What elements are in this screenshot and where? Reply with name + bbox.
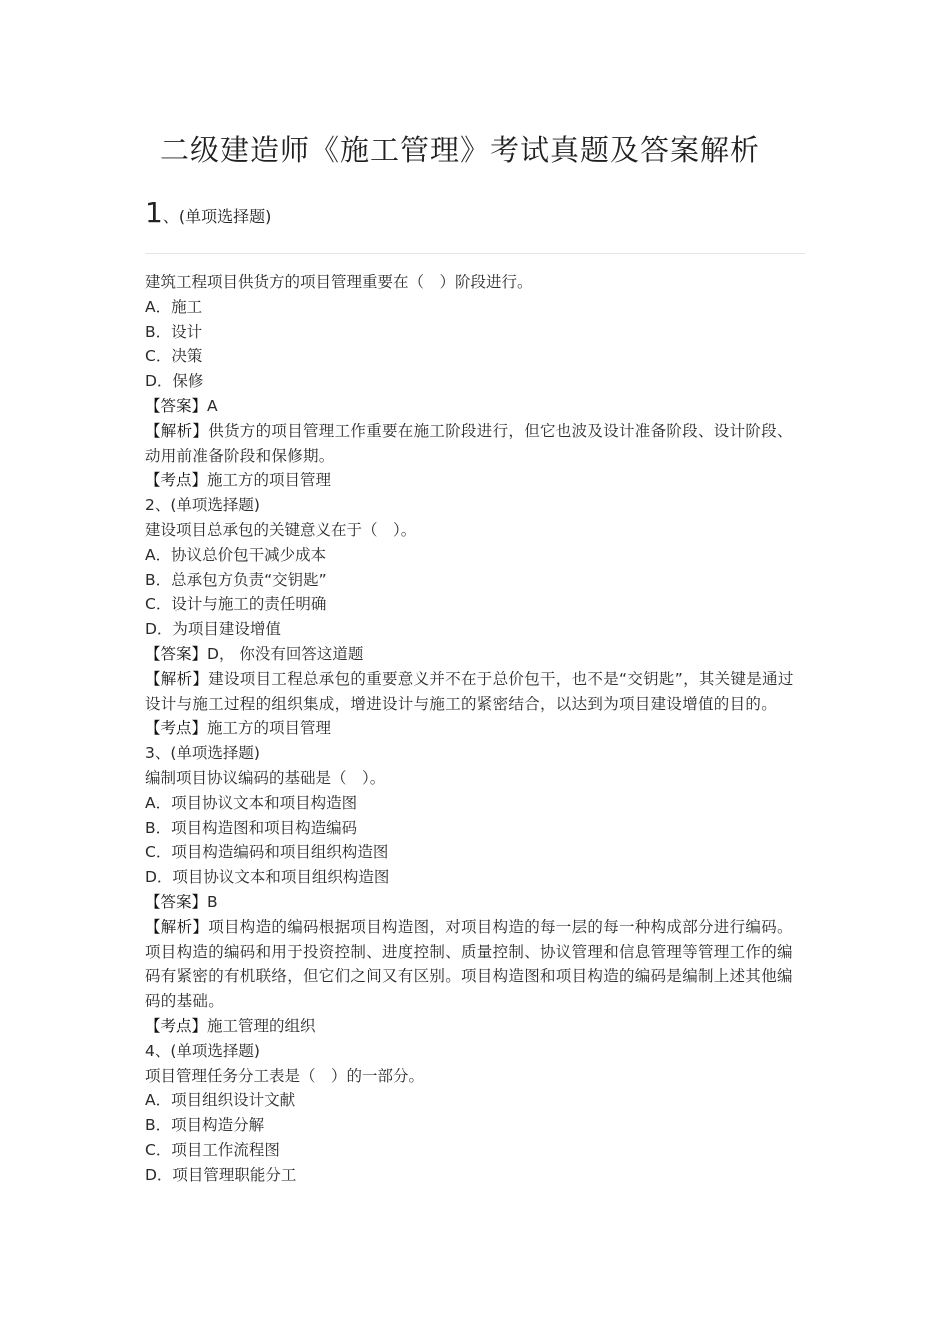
question-3-analysis [145, 915, 805, 1014]
answer-value: A [207, 396, 218, 415]
question-3-option-b: B．项目构造图和项目构造编码 [145, 818, 358, 837]
point-text: 施工方的项目管理 [207, 471, 332, 490]
question-1-type: (单项选择题) [178, 207, 272, 226]
analysis-tag: 【解析】 [145, 421, 209, 440]
answer-tag: 【答案】 [145, 644, 208, 663]
question-1-option-d: D．保修 [145, 372, 204, 391]
answer-tag: 【答案】 [145, 396, 208, 415]
page-title: 二级建造师《施工管理》考试真题及答案解析 [160, 133, 761, 167]
analysis-text: 建设项目工程总承包的重要意义并不在于总价包干，也不是“交钥匙”，其关键是通过设计与施工过程的组织集成，增进设计与施工的紧密结合，以达到为项目建设增值的目的。 [145, 669, 794, 713]
question-2-option-d: D．为项目建设增值 [145, 620, 281, 639]
header-divider [145, 253, 805, 254]
answer-tag: 【答案】 [145, 892, 208, 911]
question-1-answer [145, 394, 805, 419]
question-4-header: 4、(单项选择题) [145, 1041, 260, 1060]
question-1-option-c: C．决策 [145, 347, 203, 366]
question-1-analysis [145, 419, 805, 469]
point-tag: 【考点】 [145, 471, 208, 490]
question-3-option-a: A．项目协议文本和项目构造图 [145, 793, 358, 812]
question-2-option-b: B．总承包方负责“交钥匙” [145, 570, 327, 589]
question-3-header: 3、(单项选择题) [145, 744, 260, 763]
question-3-option-d: D．项目协议文本和项目组织构造图 [145, 868, 390, 887]
question-2-stem: 建设项目总承包的关键意义在于（ ）。 [145, 520, 417, 539]
analysis-text: 供货方的项目管理工作重要在施工阶段进行，但它也波及设计准备阶段、设计阶段、动用前准备阶段和保修期。 [145, 421, 793, 465]
analysis-text: 项目构造的编码根据项目构造图，对项目构造的每一层的每一种构成部分进行编码。项目构造的编码和用于投资控制、进度控制、质量控制、协议管理和信息管理等管理工作的编码有紧密的有机联络，但它们之间又有区别。项目构造图和项目构造的编码是编制上述其他编码的基础。 [145, 917, 793, 1011]
question-3-point [145, 1014, 805, 1039]
question-1-stem: 建筑工程项目供货方的项目管理重要在（ ）阶段进行。 [145, 273, 533, 291]
point-text: 施工管理的组织 [207, 1016, 316, 1035]
question-4-stem: 项目管理任务分工表是（ ）的一部分。 [145, 1066, 425, 1085]
question-4-option-b: B．项目构造分解 [145, 1116, 265, 1135]
analysis-tag: 【解析】 [145, 917, 209, 936]
question-3-answer [145, 890, 805, 915]
question-2-header: 2、(单项选择题) [145, 496, 260, 515]
question-2-analysis [145, 667, 805, 717]
question-1-option-b: B．设计 [145, 322, 203, 341]
question-4-option-a: A．项目组织设计文献 [145, 1091, 296, 1110]
question-3-option-c: C．项目构造编码和项目组织构造图 [145, 843, 389, 862]
answer-value: D， 你没有回答这道题 [207, 644, 364, 663]
question-3-stem: 编制项目协议编码的基础是（ ）。 [145, 768, 386, 787]
question-4-option-c: C．项目工作流程图 [145, 1140, 280, 1159]
question-2-point [145, 716, 805, 741]
question-1-header [145, 196, 271, 229]
question-1-number: 1 [145, 196, 163, 229]
question-2-answer [145, 642, 805, 667]
questions-body [145, 270, 805, 1187]
point-tag: 【考点】 [145, 1016, 208, 1035]
question-1-point [145, 468, 805, 493]
question-2-option-a: A．协议总价包干减少成本 [145, 545, 327, 564]
analysis-tag: 【解析】 [145, 669, 209, 688]
answer-value: B [207, 892, 218, 911]
question-1-separator: 、 [162, 207, 179, 226]
point-tag: 【考点】 [145, 719, 208, 738]
question-4-option-d: D．项目管理职能分工 [145, 1165, 297, 1184]
point-text: 施工方的项目管理 [207, 719, 332, 738]
question-1-option-a: A．施工 [145, 297, 203, 316]
question-2-option-c: C．设计与施工的责任明确 [145, 595, 327, 614]
